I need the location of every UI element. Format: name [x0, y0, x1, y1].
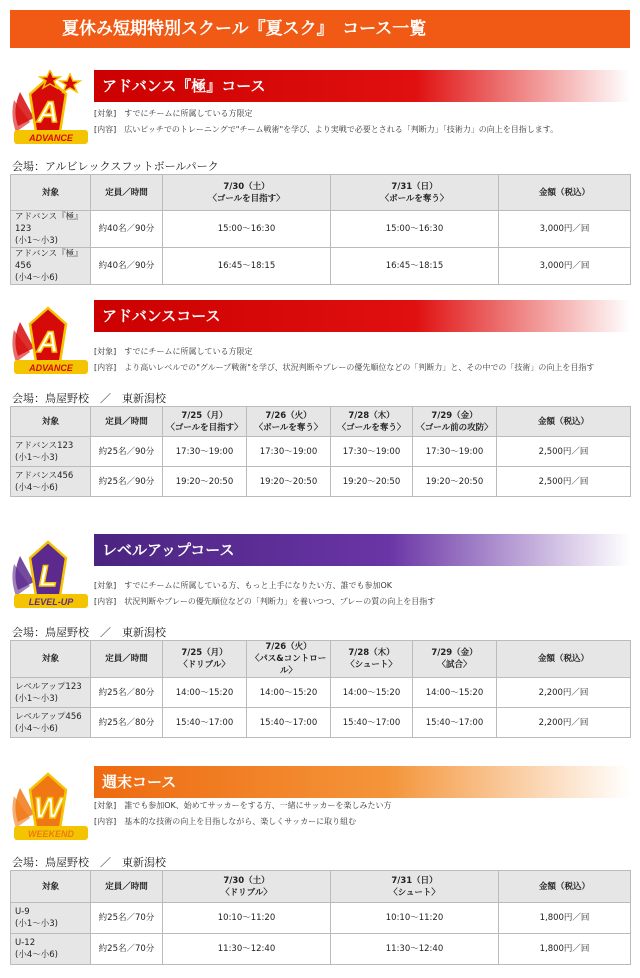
- row-capacity: 約25名／90分: [91, 437, 163, 467]
- row-target: [11, 211, 91, 248]
- header-date: [163, 407, 247, 437]
- row-time: 16:45～18:15: [163, 248, 331, 285]
- course-section: [10, 70, 630, 283]
- row-time: 19:20～20:50: [163, 467, 247, 497]
- row-price: 2,200円／回: [497, 708, 631, 738]
- course-description: [94, 798, 391, 830]
- header-target: 対象: [11, 641, 91, 678]
- row-price: 1,800円／回: [499, 903, 631, 934]
- header-target: 対象: [11, 175, 91, 211]
- table-row: [11, 678, 631, 708]
- header-price: 金額（税込）: [497, 407, 631, 437]
- header-date: [331, 407, 413, 437]
- table-row: [11, 211, 631, 248]
- table-row: [11, 437, 631, 467]
- row-target-name: U-9: [15, 907, 30, 917]
- row-target: [11, 437, 91, 467]
- header-price: 金額（税込）: [499, 175, 631, 211]
- header-theme-label: 〈ゴールを奪う〉: [337, 422, 406, 433]
- level-up-badge-icon: [10, 534, 92, 612]
- row-capacity: 約25名／90分: [91, 467, 163, 497]
- header-date: [413, 407, 497, 437]
- row-target-grade: (小4～小6): [15, 723, 58, 734]
- advance-badge-icon: [10, 300, 92, 378]
- header-date: [331, 871, 499, 903]
- row-time: 14:00～15:20: [247, 678, 331, 708]
- badge-letter: L: [38, 560, 58, 593]
- row-time: 10:10～11:20: [331, 903, 499, 934]
- header-date-label: 7/28（木）: [348, 648, 395, 658]
- header-date: [331, 641, 413, 678]
- header-theme-label: 〈シュート〉: [389, 887, 440, 898]
- header-date: [331, 175, 499, 211]
- row-time: 11:30～12:40: [331, 934, 499, 965]
- badge-text: ADVANCE: [29, 363, 73, 373]
- header-date-label: 7/26（火）: [265, 410, 312, 421]
- badge-text: WEEKEND: [27, 829, 75, 839]
- badge-text: ADVANCE: [29, 133, 73, 143]
- header-date-label: 7/26（火）: [265, 642, 312, 652]
- header-theme-label: 〈シュート〉: [346, 660, 397, 670]
- row-time: 14:00～15:20: [163, 678, 247, 708]
- table-row: [11, 934, 631, 965]
- row-time: 15:40～17:00: [247, 708, 331, 738]
- header-date: [413, 641, 497, 678]
- row-target-name: アドバンス『極』123: [15, 212, 83, 234]
- header-date: [247, 641, 331, 678]
- venue-label: 会場：鳥屋野校 ／ 東新潟校: [12, 626, 166, 639]
- row-time: 15:00～16:30: [163, 211, 331, 248]
- row-capacity: 約25名／70分: [91, 903, 163, 934]
- row-time: 19:20～20:50: [331, 467, 413, 497]
- header-date-label: 7/31（日）: [391, 875, 438, 886]
- venue-label: 会場：鳥屋野校 ／ 東新潟校: [12, 392, 166, 405]
- row-target-grade: (小4～小6): [15, 482, 58, 493]
- target-line: [対象] すでにチームに所属している方、もっと上手になりたい方、誰でも参加OK: [94, 581, 393, 590]
- page-title-bar: [10, 10, 630, 48]
- row-price: 2,500円／回: [497, 467, 631, 497]
- badge-letter: A: [37, 326, 59, 359]
- row-target: [11, 903, 91, 934]
- header-theme-label: 〈試合〉: [437, 660, 472, 670]
- row-price: 3,000円／回: [499, 211, 631, 248]
- table-row: [11, 708, 631, 738]
- row-time: 15:40～17:00: [163, 708, 247, 738]
- row-target-grade: (小1～小3): [15, 693, 58, 704]
- header-price: 金額（税込）: [497, 641, 631, 678]
- row-price: 1,800円／回: [499, 934, 631, 965]
- header-theme-label: 〈ボールを奪う〉: [254, 422, 323, 433]
- row-time: 19:20～20:50: [247, 467, 331, 497]
- target-line: [対象] すでにチームに所属している方限定: [94, 347, 253, 356]
- badge-letter: A: [37, 96, 59, 129]
- row-time: 11:30～12:40: [163, 934, 331, 965]
- header-date-label: 7/28（木）: [348, 410, 395, 421]
- row-capacity: 約25名／80分: [91, 708, 163, 738]
- header-theme-label: 〈ドリブル〉: [221, 887, 272, 898]
- row-target-name: アドバンス『極』456: [15, 249, 83, 271]
- header-target: 対象: [11, 407, 91, 437]
- advance-badge-icon: [10, 70, 92, 148]
- header-date-label: 7/25（月）: [181, 410, 228, 421]
- row-time: 17:30～19:00: [413, 437, 497, 467]
- header-date: [163, 871, 331, 903]
- header-theme-label: 〈ボールを奪う〉: [380, 193, 449, 204]
- row-target-name: U-12: [15, 938, 36, 948]
- venue-label: 会場：アルビレックスフットボールパーク: [12, 160, 219, 173]
- target-line: [対象] すでにチームに所属している方限定: [94, 109, 253, 118]
- course-section: [10, 300, 630, 496]
- course-section: [10, 766, 630, 964]
- schedule-table: [10, 406, 631, 497]
- course-title-banner: 週末コース: [94, 766, 630, 798]
- row-price: 3,000円／回: [499, 248, 631, 285]
- row-target-name: レベルアップ123: [15, 681, 82, 692]
- table-row: [11, 903, 631, 934]
- header-theme-label: 〈ゴールを目指す〉: [208, 193, 285, 204]
- header-theme-label: 〈パス&コントロール〉: [250, 654, 327, 676]
- header-date: [163, 175, 331, 211]
- content-line: [内容] 状況判断やプレーの優先順位などの「判断力」を養いつつ、プレーの質の向上を目指す: [94, 597, 436, 606]
- header-date-label: 7/29（金）: [431, 648, 478, 658]
- row-capacity: 約40名／90分: [91, 211, 163, 248]
- schedule-table: [10, 174, 631, 285]
- header-theme-label: 〈ドリブル〉: [179, 660, 230, 670]
- row-target: [11, 678, 91, 708]
- row-target: [11, 708, 91, 738]
- header-row: [11, 871, 631, 903]
- content-line: [内容] 広いピッチでのトレーニングで"チーム戦術"を学び、より実戦で必要とされる「判断力」「技術力」の向上を目指します。: [94, 125, 559, 134]
- header-theme-label: 〈ゴールを目指す〉: [166, 422, 243, 433]
- header-date-label: 7/25（月）: [181, 648, 228, 658]
- row-time: 14:00～15:20: [331, 678, 413, 708]
- row-time: 15:40～17:00: [331, 708, 413, 738]
- row-time: 17:30～19:00: [247, 437, 331, 467]
- page-title: 夏休み短期特別スクール『夏スク』 コース一覧: [62, 19, 427, 39]
- row-capacity: 約25名／70分: [91, 934, 163, 965]
- course-description: [94, 106, 558, 138]
- header-price: 金額（税込）: [499, 871, 631, 903]
- row-target: [11, 934, 91, 965]
- table-row: [11, 467, 631, 497]
- row-capacity: 約25名／80分: [91, 678, 163, 708]
- schedule-table: [10, 870, 631, 965]
- header-capacity: 定員／時間: [91, 407, 163, 437]
- row-target-name: アドバンス456: [15, 470, 74, 481]
- row-target-grade: (小1～小3): [15, 919, 58, 929]
- content-line: [内容] 基本的な技術の向上を目指しながら、楽しくサッカーに取り組む: [94, 817, 357, 826]
- header-theme-label: 〈ゴール前の攻防〉: [416, 422, 493, 433]
- row-time: 19:20～20:50: [413, 467, 497, 497]
- content-line: [内容] より高いレベルでの"グループ戦術"を学び、状況判断やプレーの優先順位などの「判断力」と、その中での「技術」の向上を目指す: [94, 363, 595, 372]
- course-section: [10, 534, 630, 734]
- header-date-label: 7/29（金）: [431, 410, 478, 421]
- row-capacity: 約40名／90分: [91, 248, 163, 285]
- header-date-label: 7/30（土）: [223, 875, 270, 886]
- row-time: 17:30～19:00: [331, 437, 413, 467]
- schedule-table: [10, 640, 631, 738]
- header-date-label: 7/31（日）: [391, 181, 438, 192]
- row-time: 16:45～18:15: [331, 248, 499, 285]
- row-target-name: アドバンス123: [15, 440, 74, 451]
- header-capacity: 定員／時間: [91, 175, 163, 211]
- row-target: [11, 248, 91, 285]
- row-target-grade: (小1～小3): [15, 236, 58, 246]
- header-row: [11, 641, 631, 678]
- row-target-name: レベルアップ456: [15, 711, 82, 722]
- header-date-label: 7/30（土）: [223, 181, 270, 192]
- row-time: 15:40～17:00: [413, 708, 497, 738]
- badge-letter: W: [33, 792, 63, 825]
- venue-label: 会場：鳥屋野校 ／ 東新潟校: [12, 856, 166, 869]
- badge-text: LEVEL-UP: [28, 597, 74, 607]
- header-target: 対象: [11, 871, 91, 903]
- course-title-banner: レベルアップコース: [94, 534, 630, 566]
- row-time: 14:00～15:20: [413, 678, 497, 708]
- row-time: 10:10～11:20: [163, 903, 331, 934]
- header-capacity: 定員／時間: [91, 871, 163, 903]
- course-title-banner: アドバンスコース: [94, 300, 630, 332]
- table-row: [11, 248, 631, 285]
- row-target-grade: (小1～小3): [15, 452, 58, 463]
- header-capacity: 定員／時間: [91, 641, 163, 678]
- course-title-banner: アドバンス『極』コース: [94, 70, 630, 102]
- row-target-grade: (小4～小6): [15, 950, 58, 960]
- row-price: 2,200円／回: [497, 678, 631, 708]
- course-description: [94, 344, 594, 376]
- row-time: 15:00～16:30: [331, 211, 499, 248]
- weekend-badge-icon: [10, 766, 92, 844]
- header-row: [11, 407, 631, 437]
- row-target-grade: (小4～小6): [15, 273, 58, 283]
- row-target: [11, 467, 91, 497]
- row-time: 17:30～19:00: [163, 437, 247, 467]
- header-date: [247, 407, 331, 437]
- header-date: [163, 641, 247, 678]
- course-description: [94, 578, 435, 610]
- row-price: 2,500円／回: [497, 437, 631, 467]
- header-row: [11, 175, 631, 211]
- target-line: [対象] 誰でも参加OK、始めてサッカーをする方、一緒にサッカーを楽しみたい方: [94, 801, 392, 810]
